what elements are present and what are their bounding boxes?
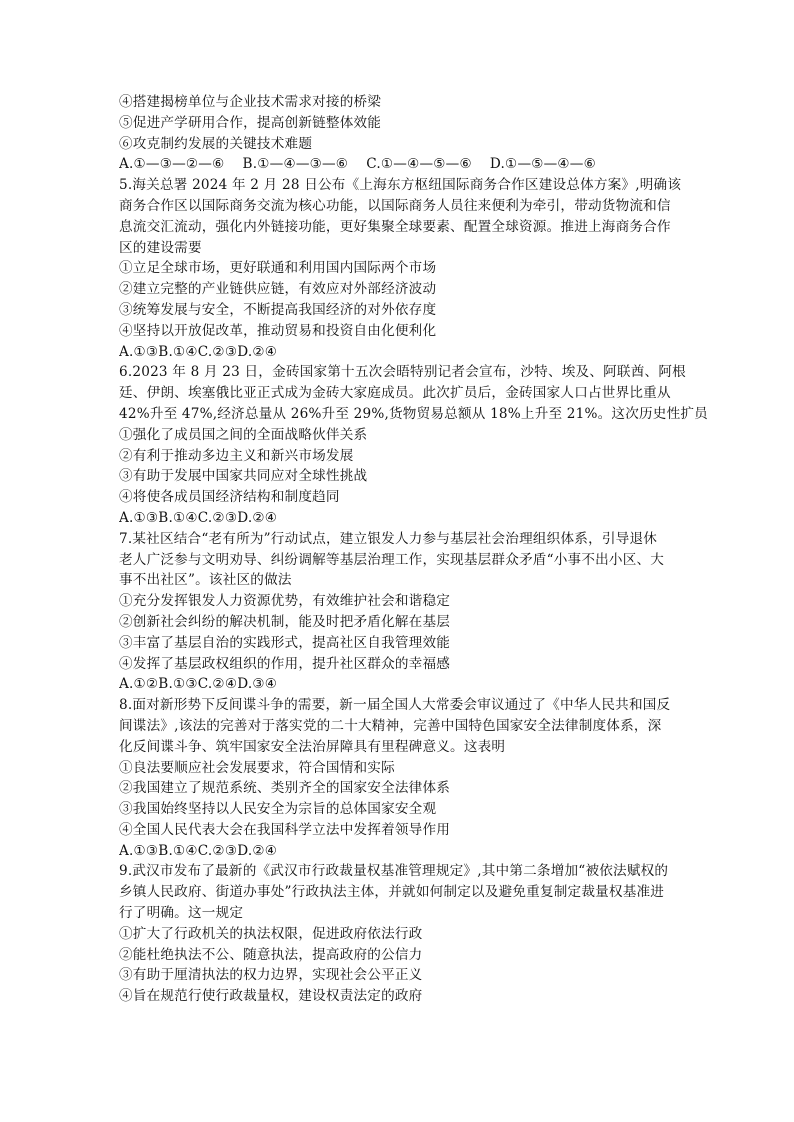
q7-option-2: ②创新社会纠纷的解决机制，能及时把矛盾化解在基层: [119, 613, 451, 630]
q8-stem-line-2: 间谍法》,该法的完善对于落实党的二十大精神，完善中国特色国家安全法律制度体系，深: [119, 717, 662, 734]
q8-option-2: ②我国建立了规范系统、类别齐全的国家安全法律体系: [119, 780, 451, 797]
q9-option-1: ①扩大了行政机关的执法权限，促进政府依法行政: [119, 925, 423, 942]
q5-stem-line-4: 区的建设需要: [119, 239, 202, 256]
q8-stem-line-1: 8.面对新形势下反间谍斗争的需要，新一届全国人大常委会审议通过了《中华人民共和国反: [119, 697, 671, 714]
q5-stem-line-1: 5.海关总署 2024 年 2 月 28 日公布《上海东方枢纽国际商务合作区建设总体方案》,明确该: [119, 177, 682, 194]
q6-stem-line-1: 6.2023 年 8 月 23 日，金砖国家第十五次会晤特别记者会宣布，沙特、埃及、阿联酋、阿根: [119, 364, 686, 381]
q7-stem-line-2: 老人广泛参与文明劝导、纠纷调解等基层治理工作，实现基层群众矛盾“小事不出小区、大: [119, 551, 665, 568]
q6-answer-choices: A.①③B.①④C.②③D.②④: [119, 509, 278, 526]
q5-option-2: ②建立完整的产业链供应链，有效应对外部经济波动: [119, 281, 437, 298]
q7-option-4: ④发挥了基层政权组织的作用，提升社区群众的幸福感: [119, 655, 451, 672]
q6-option-1: ①强化了成员国之间的全面战略伙伴关系: [119, 426, 368, 443]
q5-stem-line-2: 商务合作区以国际商务交流为核心功能，以国际商务人员往来便利为牵引，带动货物流和信: [119, 197, 671, 214]
q5-option-3: ③统筹发展与安全，不断提高我国经济的对外依存度: [119, 301, 437, 318]
q9-option-4: ④旨在规范行使行政裁量权，建设权责法定的政府: [119, 988, 423, 1005]
q5-option-1: ①立足全球市场，更好联通和利用国内国际两个市场: [119, 260, 437, 277]
q9-option-2: ②能杜绝执法不公、随意执法，提高政府的公信力: [119, 946, 423, 963]
q6-option-4: ④将使各成员国经济结构和制度趋同: [119, 489, 340, 506]
q7-stem-line-3: 事不出社区”。该社区的做法: [119, 572, 292, 589]
q4-option-4: ④搭建揭榜单位与企业技术需求对接的桥梁: [119, 94, 382, 110]
q9-stem-line-2: 乡镇人民政府、街道办事处”行政执法主体，并就如何制定以及避免重复制定裁量权基准进: [119, 884, 665, 901]
q7-option-3: ③丰富了基层自治的实践形式，提高社区自我管理效能: [119, 634, 451, 651]
q5-option-4: ④坚持以开放促改革，推动贸易和投资自由化便利化: [119, 322, 437, 339]
q9-stem-line-1: 9.武汉市发布了最新的《武汉市行政裁量权基准管理规定》,其中第二条增加“被依法赋权的: [119, 863, 669, 880]
q8-option-1: ①良法要顺应社会发展要求，符合国情和实际: [119, 759, 395, 776]
q8-answer-choices: A.①③B.①④C.②③D.②④: [119, 842, 278, 859]
q4-option-5: ⑤促进产学研用合作，提高创新链整体效能: [119, 114, 382, 131]
q6-stem-line-3: 42%升至 47%,经济总量从 26%升至 29%,货物贸易总额从 18%上升至 21%。这次历史性扩员: [119, 405, 708, 422]
q8-option-4: ④全国人民代表大会在我国科学立法中发挥着领导作用: [119, 821, 451, 838]
q5-answer-choices: A.①③B.①④C.②③D.②④: [119, 343, 278, 360]
q7-answer-choices: A.①②B.①③C.②④D.③④: [119, 676, 278, 693]
q8-option-3: ③我国始终坚持以人民安全为宗旨的总体国家安全观: [119, 801, 437, 818]
q6-option-2: ②有利于推动多边主义和新兴市场发展: [119, 447, 354, 464]
q9-option-3: ③有助于厘清执法的权力边界，实现社会公平正义: [119, 967, 423, 984]
q4-answer-choices: A.①—③—②—⑥ B.①—④—③—⑥ C.①—④—⑤—⑥ D.①—⑤—④—⑥: [119, 156, 596, 173]
q7-option-1: ①充分发挥银发人力资源优势，有效维护社会和谐稳定: [119, 593, 451, 610]
q5-stem-line-3: 息流交汇流动，强化内外链接功能，更好集聚全球要素、配置全球资源。推进上海商务合作: [119, 218, 671, 235]
q9-stem-line-3: 行了明确。这一规定: [119, 905, 244, 922]
q6-option-3: ③有助于发展中国家共同应对全球性挑战: [119, 468, 368, 485]
q7-stem-line-1: 7.某社区结合“老有所为”行动试点，建立银发人力参与基层社会治理组织体系，引导退休: [119, 530, 658, 547]
q6-stem-line-2: 廷、伊朗、埃塞俄比亚正式成为金砖大家庭成员。此次扩员后，金砖国家人口占世界比重从: [119, 385, 671, 402]
q4-option-6: ⑥攻克制约发展的关键技术难题: [119, 135, 313, 152]
q8-stem-line-3: 化反间谍斗争、筑牢国家安全法治屏障具有里程碑意义。这表明: [119, 738, 506, 755]
